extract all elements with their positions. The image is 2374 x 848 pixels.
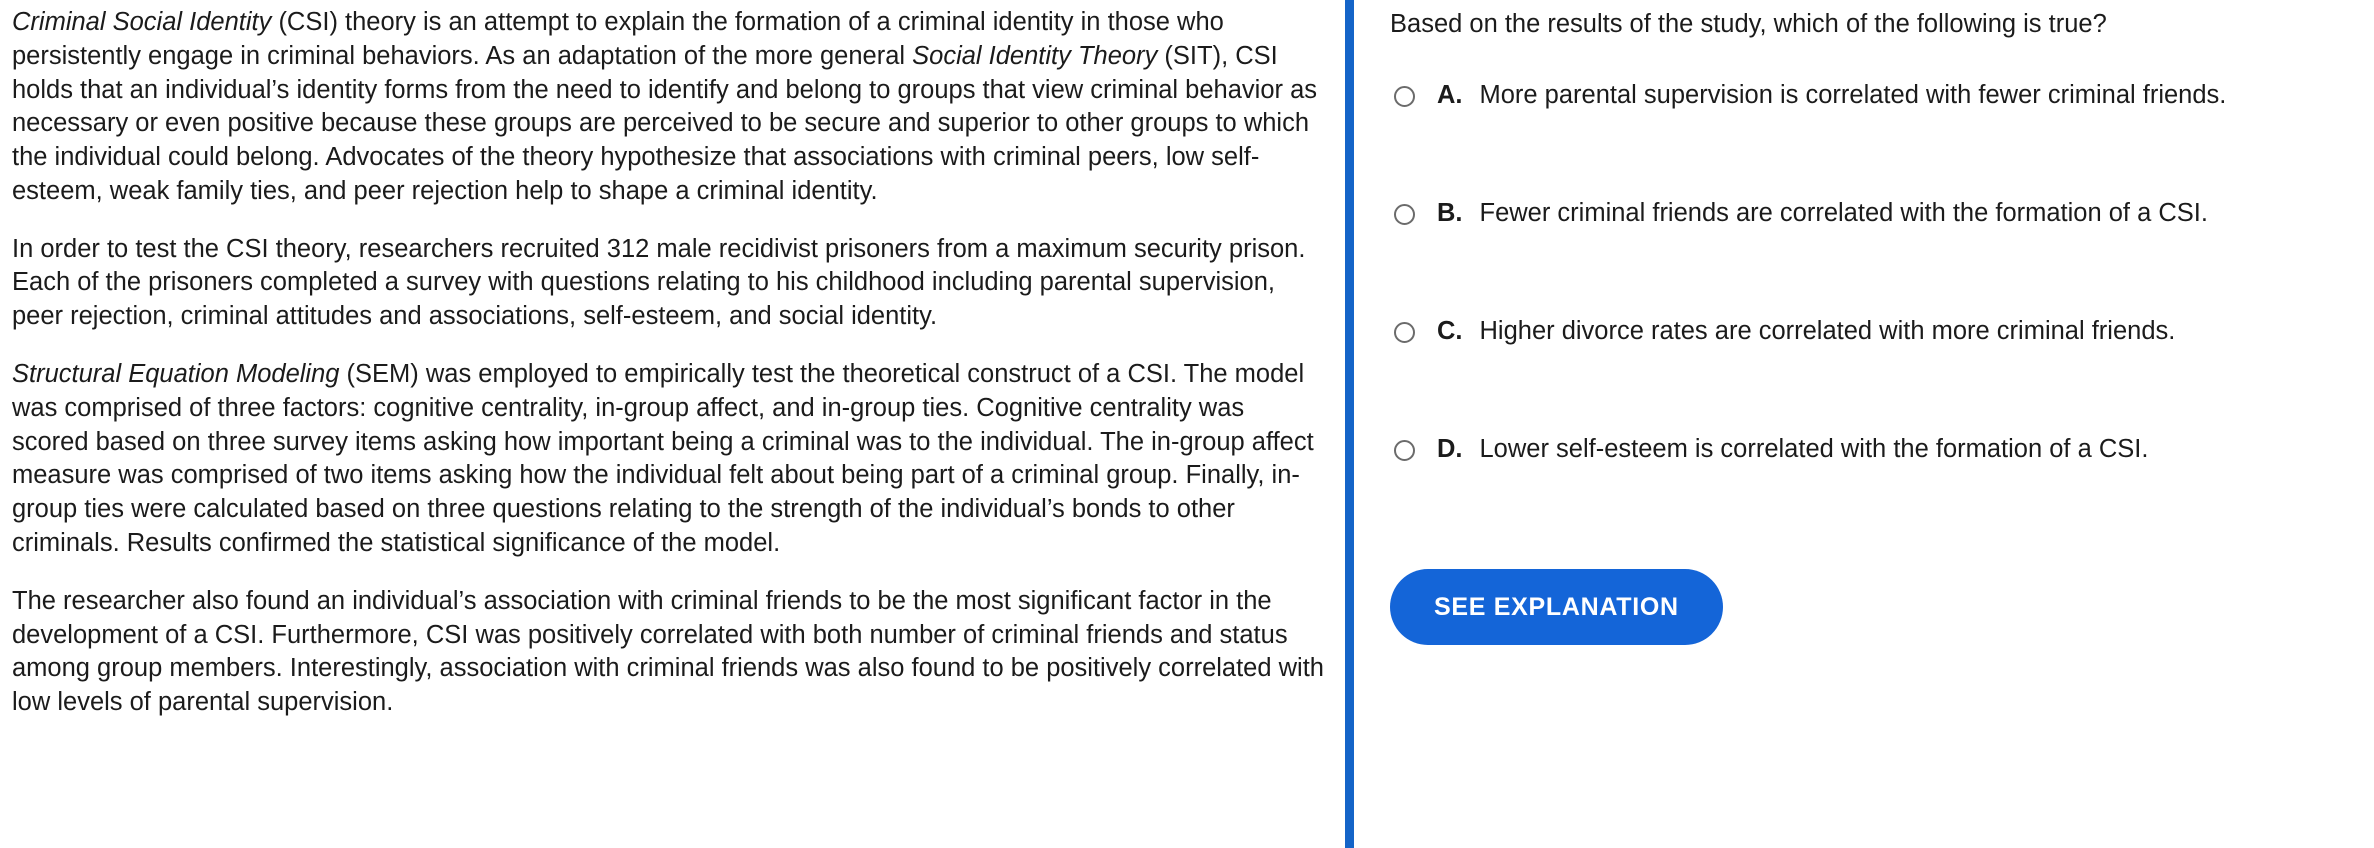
answer-choice-b[interactable] — [1386, 181, 2354, 299]
pane-gutter — [1354, 0, 1376, 848]
choice-letter-a: A. — [1437, 81, 1463, 110]
passage-paragraph-4 — [12, 585, 1327, 720]
choice-text-a: More parental supervision is correlated with fewer criminal friends. — [1479, 81, 2227, 110]
radio-button-c[interactable] — [1394, 322, 1415, 343]
question-stem: Based on the results of the study, which of the following is true? — [1390, 10, 2107, 38]
answer-choice-d[interactable] — [1386, 417, 2354, 535]
radio-button-d[interactable] — [1394, 440, 1415, 461]
answer-choice-c[interactable] — [1386, 299, 2354, 417]
passage-paragraph-3 — [12, 358, 1327, 561]
passage-run-4a: The researcher also found an individual’s association with criminal friends to be the most significant factor in the development of a CSI. Furthermore, CSI was positively correlated with both number of criminal friends and status among group members. Interestingly, association with criminal friends was also found to be positively correlated with low levels of parental supervision. — [12, 586, 1324, 717]
passage-paragraph-1 — [12, 6, 1327, 209]
passage-paragraph-2 — [12, 233, 1327, 334]
see-explanation-button[interactable]: SEE EXPLANATION — [1390, 569, 1723, 645]
passage-run-3b: (SEM) was employed to empirically test the theoretical construct of a CSI. The model was comprised of three factors: cognitive centrality, in-group affect, and in-group ties. Cognitive centrality was scored based on three survey items asking how important being a criminal was to the individual. The in-group affect measure was comprised of two items asking how the individual felt about being part of a criminal group. Finally, in-group ties were calculated based on three questions relating to the strength of the individual’s bonds to other criminals. Results confirmed the statistical significance of the model. — [12, 360, 1314, 557]
passage-run-1d: (SIT), CSI holds that an individual’s identity forms from the need to identify and belong to groups that view criminal behavior as necessary or even positive because these groups are perceived to be secure and superior to other groups to which the individual could belong. Advocates of the theory hypothesize that associations with criminal peers, low self-esteem, weak family ties, and peer rejection help to shape a criminal identity. — [12, 41, 1318, 205]
answer-choice-a[interactable] — [1386, 63, 2354, 181]
passage-run-2a: In order to test the CSI theory, researchers recruited 312 male recidivist prisoners from a maximum security prison. Each of the prisoners completed a survey with questions relating to his childhood including parental supervision, peer rejection, criminal attitudes and associations, self-esteem, and social identity. — [12, 234, 1306, 331]
choice-letter-c: C. — [1437, 317, 1463, 346]
passage-term-sit: Social Identity Theory — [912, 41, 1158, 70]
choice-letter-b: B. — [1437, 199, 1463, 228]
pane-divider — [1345, 0, 1354, 848]
choice-letter-d: D. — [1437, 435, 1463, 464]
radio-button-b[interactable] — [1394, 204, 1415, 225]
radio-button-a[interactable] — [1394, 86, 1415, 107]
question-pane — [1376, 0, 2374, 848]
choice-text-b: Fewer criminal friends are correlated with the formation of a CSI. — [1479, 199, 2208, 228]
passage-term-csi: Criminal Social Identity — [12, 8, 272, 36]
passage-term-sem: Structural Equation Modeling — [12, 360, 340, 389]
passage-run-1b: (CSI) theory is an attempt to explain the formation of a criminal identity in those who persistently engage in criminal behaviors. As an adaptation of the more general — [12, 8, 1224, 70]
choice-text-c: Higher divorce rates are correlated with more criminal friends. — [1479, 317, 2176, 346]
choice-text-d: Lower self-esteem is correlated with the formation of a CSI. — [1479, 435, 2149, 464]
